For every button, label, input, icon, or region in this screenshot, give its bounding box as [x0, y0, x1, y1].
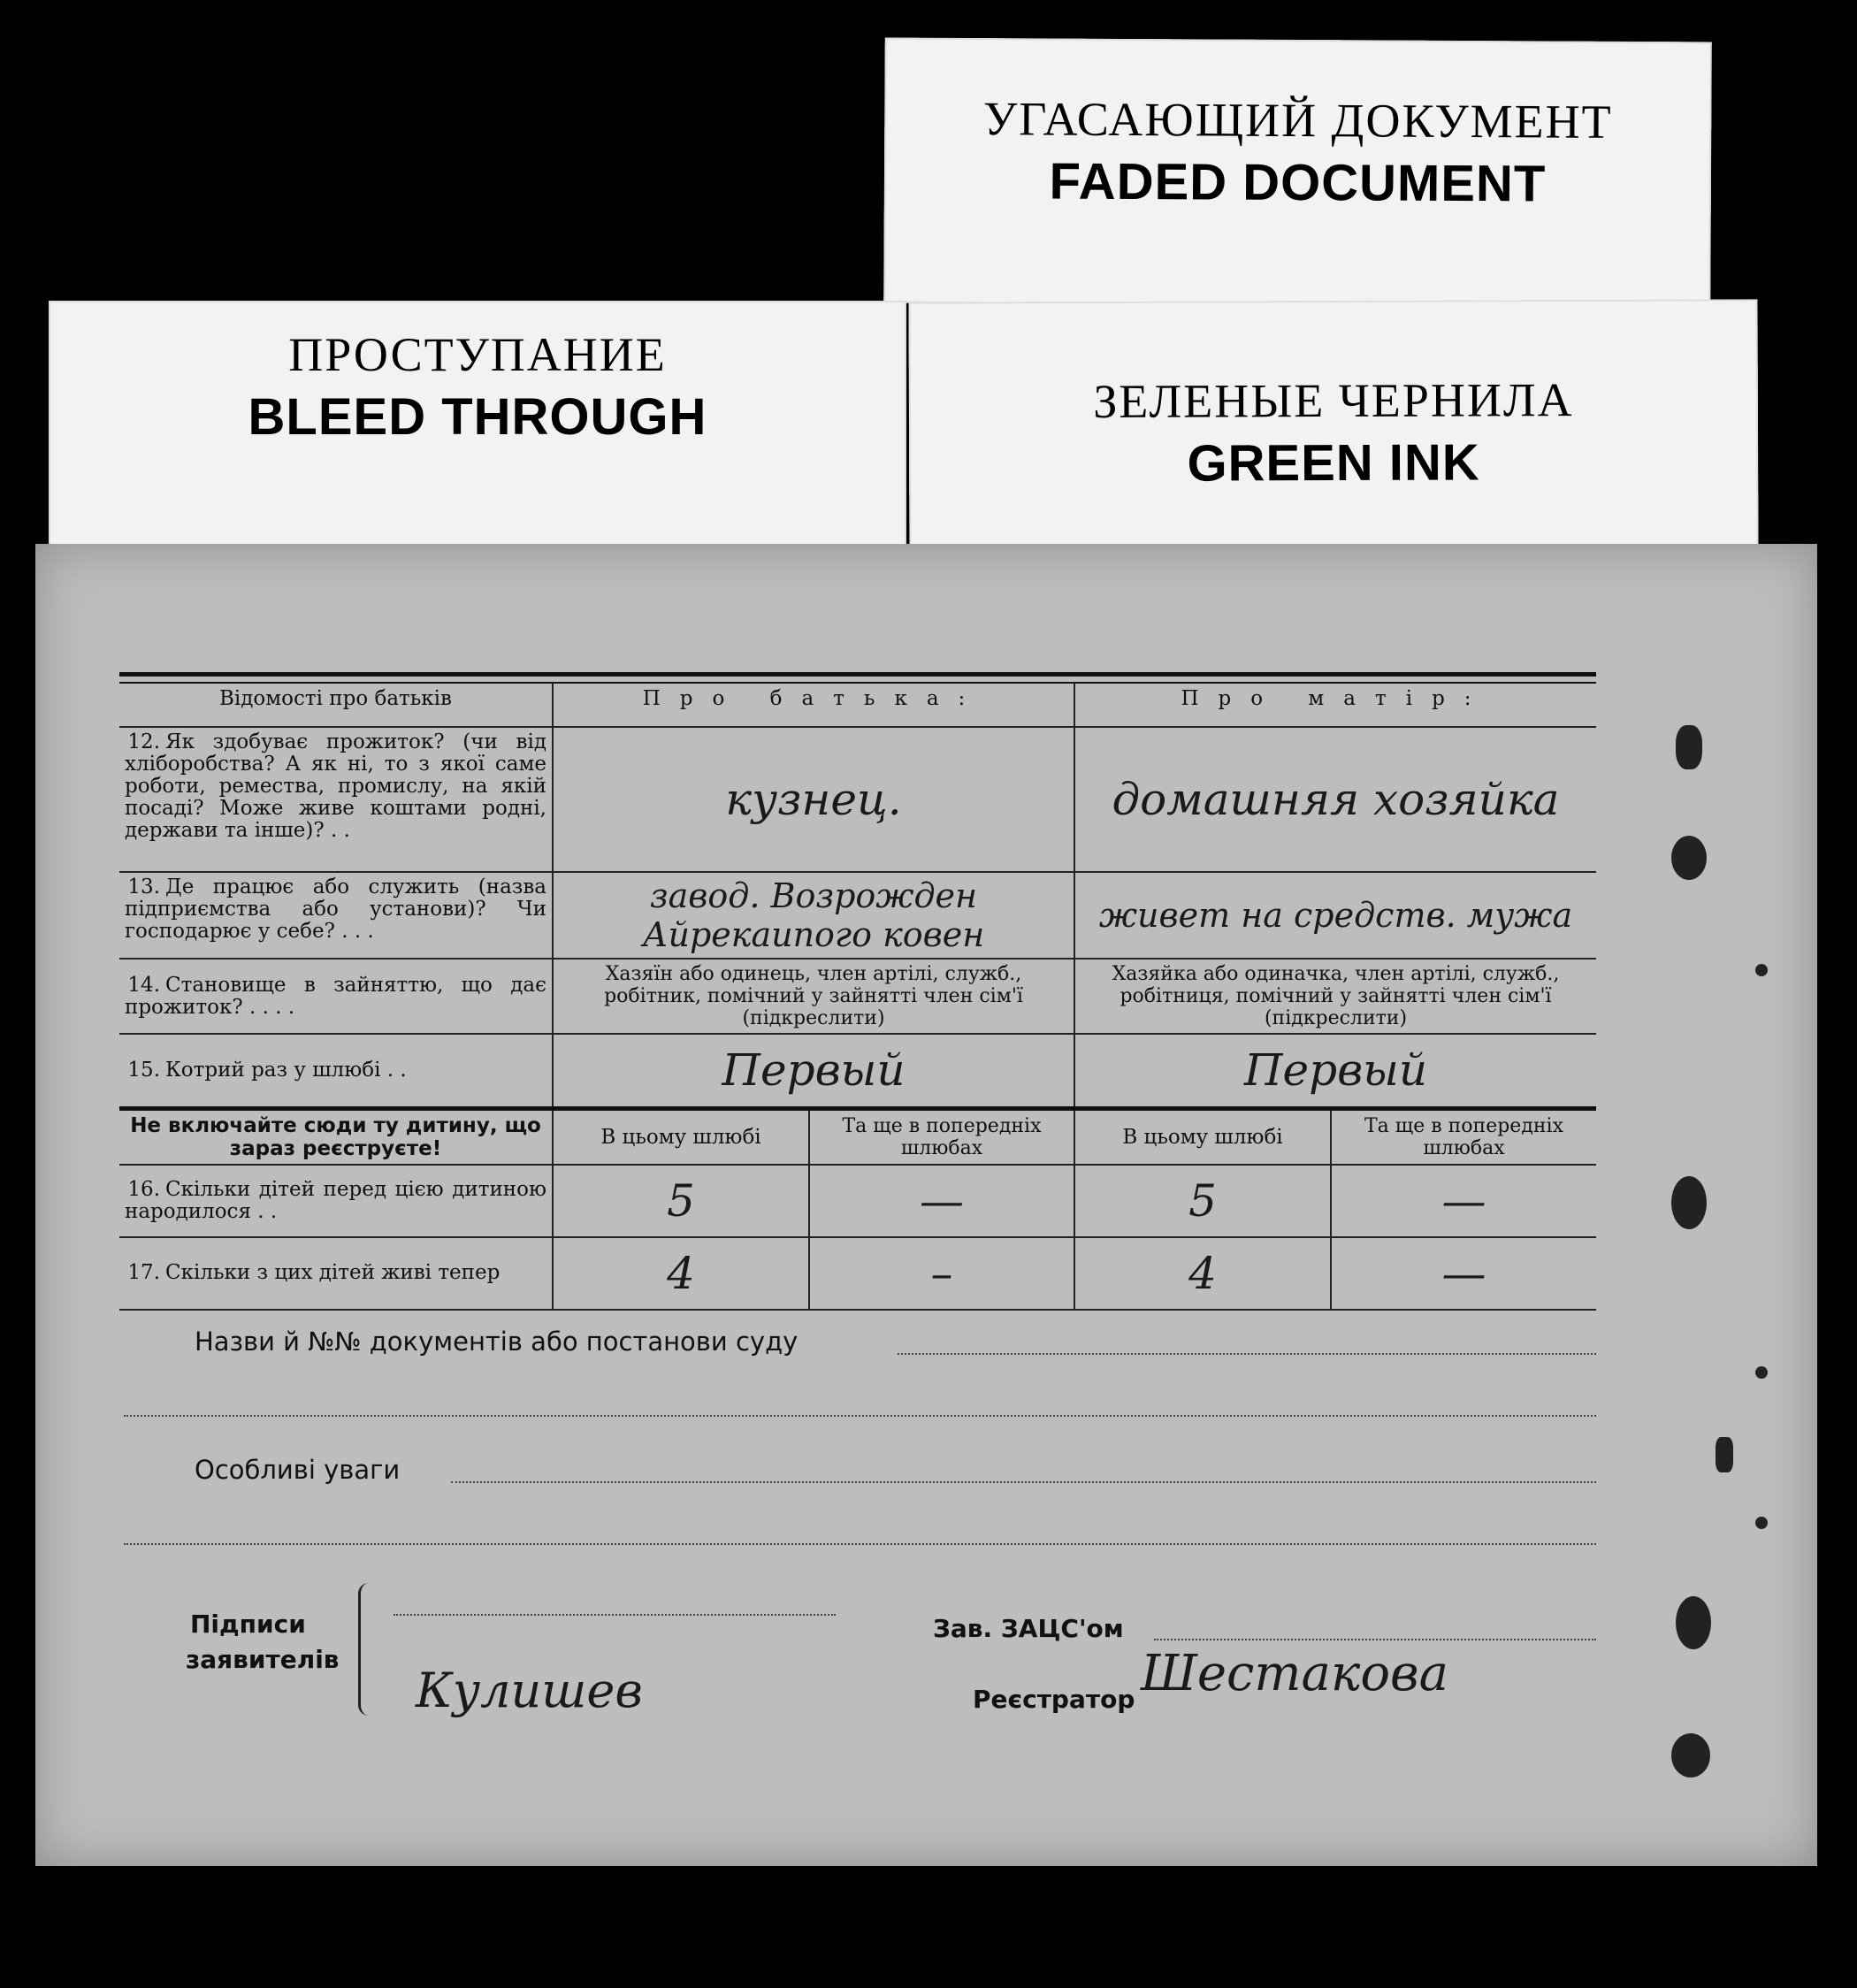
punch-hole — [1716, 1437, 1733, 1472]
q16-father-this: 5 — [553, 1165, 809, 1237]
q14-text: Становище в зайняттю, що дає прожиток? . . . . — [125, 973, 546, 1019]
q17-number: 17. — [127, 1261, 160, 1284]
head-line — [1154, 1639, 1596, 1640]
punch-hole — [1755, 1517, 1768, 1529]
documents-line-2 — [124, 1415, 1596, 1417]
q17-father-this: 4 — [553, 1237, 809, 1310]
table-header-row — [119, 684, 1596, 727]
q16-father-prev: — — [809, 1165, 1074, 1237]
green-card-english: GREEN INK — [1187, 433, 1480, 493]
q17-mother-prev: — — [1331, 1237, 1596, 1310]
green-ink-card — [908, 299, 1758, 558]
q17-text: Скільки з цих дітей живі тепер — [165, 1261, 501, 1284]
q17-father-prev: – — [809, 1237, 1074, 1310]
table-row-q17 — [119, 1237, 1596, 1310]
q14-mother-answer: Хазяйка або одиначка, член артілі, служб., робітниця, помічний у зайнятті член сім'ї (підкреслити) — [1074, 959, 1596, 1034]
table-row-q15 — [119, 1034, 1596, 1108]
q17-mother-this: 4 — [1074, 1237, 1331, 1310]
registrar-signature: Шестакова — [1141, 1645, 1449, 1702]
documents-line — [898, 1353, 1596, 1355]
q16-mother-this: 5 — [1074, 1165, 1331, 1237]
subheader-mother-prev: Та ще в попередніх шлюбах — [1331, 1108, 1596, 1165]
faded-card-english: FADED DOCUMENT — [1049, 152, 1547, 213]
parents-table — [119, 684, 1596, 1311]
subheader-father-this: В цьому шлюбі — [553, 1108, 809, 1165]
punch-hole — [1671, 1176, 1707, 1229]
header-mother: Про матір: — [1074, 684, 1596, 727]
faded-card-russian: УГАСАЮЩИЙ ДОКУМЕНТ — [982, 92, 1613, 149]
table-row-q12 — [119, 727, 1596, 872]
q12-text: Як здобуває прожиток? (чи від хліборобства? А як ні, то з якої саме роботи, ремества, промислу, на якій посаді? Може живе коштами родні, держави та інше)? . . — [125, 730, 546, 842]
green-card-russian: ЗЕЛЕНЫЕ ЧЕРНИЛА — [1093, 373, 1574, 428]
q12-number: 12. — [127, 730, 160, 753]
documents-label: Назви й №№ документів або постанови суду — [195, 1327, 799, 1357]
bleed-card-english: BLEED THROUGH — [248, 388, 707, 446]
q15-mother-answer: Первый — [1074, 1034, 1596, 1108]
head-label: Зав. ЗАЦС'ом — [933, 1614, 1124, 1643]
bleed-card-russian: ПРОСТУПАНИЕ — [288, 328, 667, 381]
q15-number: 15. — [127, 1058, 160, 1082]
punch-hole — [1755, 1366, 1768, 1379]
subheader-mother-this: В цьому шлюбі — [1074, 1108, 1331, 1165]
q14-father-answer: Хазяїн або одинець, член артілі, служб., робітник, помічний у зайнятті член сім'ї (підкреслити) — [553, 959, 1074, 1034]
punch-hole — [1676, 1596, 1711, 1649]
q16-text: Скільки дітей перед цією дитиною народилося . . — [125, 1177, 546, 1223]
faded-document-card — [883, 38, 1712, 308]
applicant-signature: Кулишев — [416, 1663, 643, 1718]
punch-hole — [1671, 1733, 1710, 1778]
signatures-label-2: заявителів — [186, 1645, 340, 1674]
notes-line-2 — [124, 1543, 1596, 1545]
signatures-label-1: Підписи — [190, 1610, 306, 1639]
notes-label: Особливі уваги — [195, 1455, 401, 1485]
table-row-q13 — [119, 872, 1596, 959]
q14-number: 14. — [127, 973, 160, 997]
q13-father-answer: завод. Возрожден Айрекаипого ковен — [553, 872, 1074, 959]
q16-mother-prev: — — [1331, 1165, 1596, 1237]
q12-mother-answer: домашняя хозяйка — [1074, 727, 1596, 872]
q15-father-answer: Первый — [553, 1034, 1074, 1108]
top-rule — [119, 672, 1596, 684]
punch-hole — [1671, 836, 1707, 880]
q12-father-answer: кузнец. — [553, 727, 1074, 872]
signature-line — [394, 1614, 836, 1616]
header-info: Відомості про батьків — [119, 684, 553, 727]
punch-hole — [1755, 964, 1768, 976]
q13-number: 13. — [127, 875, 160, 898]
subheader-note: Не включайте сюди ту дитину, що зараз реєструєте! — [119, 1108, 553, 1165]
signatures-brace — [358, 1583, 378, 1716]
record-sheet — [35, 544, 1817, 1866]
punch-hole — [1676, 725, 1702, 769]
subheader-father-prev: Та ще в попередніх шлюбах — [809, 1108, 1074, 1165]
q13-mother-answer: живет на средств. мужа — [1074, 872, 1596, 959]
registrar-label: Реєстратор — [973, 1685, 1135, 1714]
header-father: Про батька: — [553, 684, 1074, 727]
table-subheader-row — [119, 1108, 1596, 1165]
table-row-q14 — [119, 959, 1596, 1034]
q13-text: Де працює або служить (назва підприємства або установи)? Чи господарює у себе? . . . — [125, 875, 546, 943]
parents-form — [119, 672, 1596, 1311]
table-row-q16 — [119, 1165, 1596, 1237]
notes-line — [451, 1481, 1596, 1483]
bleed-through-card — [49, 301, 906, 557]
q15-text: Котрий раз у шлюбі . . — [165, 1058, 407, 1082]
q16-number: 16. — [127, 1177, 160, 1201]
